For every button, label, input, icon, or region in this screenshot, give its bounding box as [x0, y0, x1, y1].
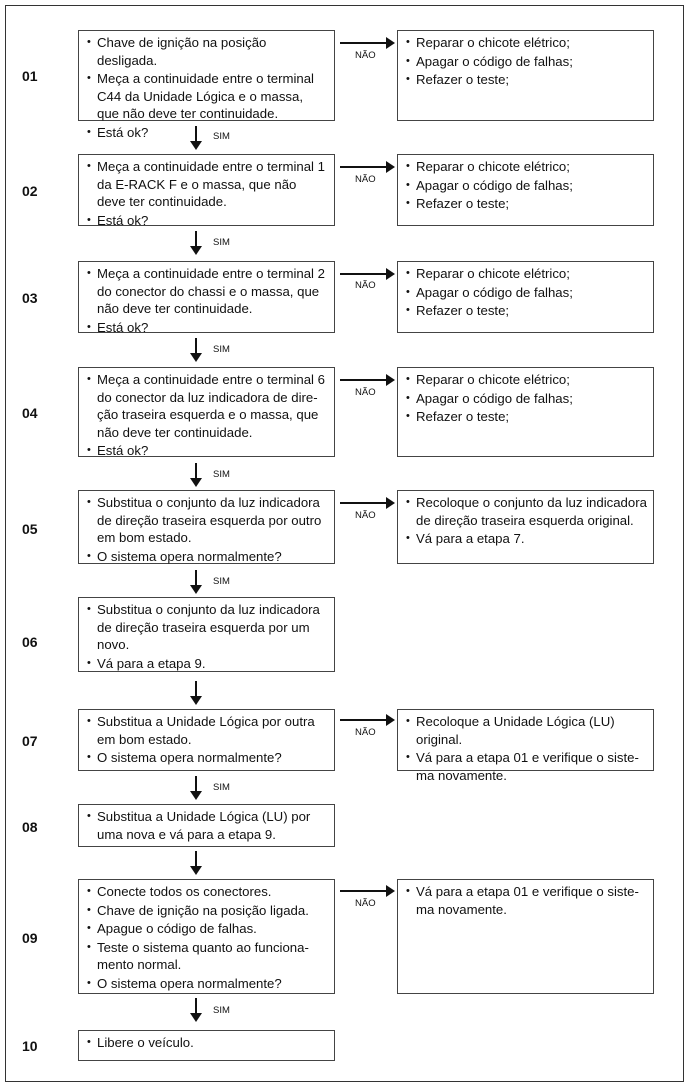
step-06-action: • Substitua o conjunto da luz indicadora de direção traseira esquerda por um novo. — [87, 601, 328, 654]
step-number-10: 10 — [22, 1038, 38, 1054]
yes-arrow-icon — [189, 776, 203, 800]
step-number-07: 07 — [22, 733, 38, 749]
step-number-04: 04 — [22, 405, 38, 421]
no-action: • Recoloque a Unidade Lógica (LU) original. — [406, 713, 647, 748]
step-06-box — [78, 597, 335, 672]
yes-label: SIM — [213, 237, 230, 248]
step-number-09: 09 — [22, 930, 38, 946]
no-action: • Reparar o chicote elétrico; — [406, 371, 647, 389]
yes-label: SIM — [213, 576, 230, 587]
no-action: • Refazer o teste; — [406, 71, 647, 89]
step-05-action: • Substitua o conjunto da luz indicadora de direção traseira esquerda por outro em bom estado. — [87, 494, 328, 547]
no-label: NÃO — [355, 280, 376, 291]
no-label: NÃO — [355, 898, 376, 909]
no-arrow-icon — [340, 374, 396, 386]
no-label: NÃO — [355, 510, 376, 521]
step-06-action: • Vá para a etapa 9. — [87, 655, 328, 673]
no-label: NÃO — [355, 174, 376, 185]
step-02-no-box — [397, 154, 654, 226]
step-09-question: • O sistema opera normalmente? — [87, 975, 328, 993]
step-number-02: 02 — [22, 183, 38, 199]
no-label: NÃO — [355, 50, 376, 61]
no-action: • Apagar o código de falhas; — [406, 284, 647, 302]
step-02-question: • Está ok? — [87, 212, 328, 230]
no-arrow-icon — [340, 268, 396, 280]
step-number-06: 06 — [22, 634, 38, 650]
no-arrow-icon — [340, 161, 396, 173]
step-number-03: 03 — [22, 290, 38, 306]
step-09-action: • Chave de ignição na posição ligada. — [87, 902, 328, 920]
no-action: • Apagar o código de falhas; — [406, 53, 647, 71]
no-label: NÃO — [355, 727, 376, 738]
step-03-box — [78, 261, 335, 333]
no-arrow-icon — [340, 885, 396, 897]
step-03-question: • Está ok? — [87, 319, 328, 337]
step-04-no-box — [397, 367, 654, 457]
yes-label: SIM — [213, 469, 230, 480]
step-08-box — [78, 804, 335, 847]
step-09-box — [78, 879, 335, 994]
no-action: • Reparar o chicote elétrico; — [406, 34, 647, 52]
step-07-action: • Substitua a Unidade Lógica por outra em bom estado. — [87, 713, 328, 748]
yes-label: SIM — [213, 344, 230, 355]
step-10-box — [78, 1030, 335, 1061]
yes-label: SIM — [213, 782, 230, 793]
step-07-box — [78, 709, 335, 771]
no-action: • Vá para a etapa 7. — [406, 530, 647, 548]
step-04-question: • Está ok? — [87, 442, 328, 460]
next-arrow-icon — [189, 851, 203, 875]
no-action: • Reparar o chicote elétrico; — [406, 158, 647, 176]
yes-arrow-icon — [189, 126, 203, 150]
yes-arrow-icon — [189, 463, 203, 487]
no-action: • Vá para a etapa 01 e verifique o siste-ma novamente. — [406, 883, 647, 918]
next-arrow-icon — [189, 681, 203, 705]
no-action: • Refazer o teste; — [406, 408, 647, 426]
yes-arrow-icon — [189, 231, 203, 255]
no-action: • Vá para a etapa 01 e verifique o siste-ma novamente. — [406, 749, 647, 784]
step-05-question: • O sistema opera normalmente? — [87, 548, 328, 566]
step-number-01: 01 — [22, 68, 38, 84]
step-04-action: • Meça a continuidade entre o terminal 6 do conector da luz indicadora de dire-ção traseira esquerda e o massa, que não deve ter continuidade. — [87, 371, 328, 441]
step-01-action: • Meça a continuidade entre o terminal C44 da Unidade Lógica e o massa, que não deve ter continuidade. — [87, 70, 328, 123]
step-08-action: • Substitua a Unidade Lógica (LU) por uma nova e vá para a etapa 9. — [87, 808, 328, 843]
step-03-action: • Meça a continuidade entre o terminal 2 do conector do chassi e o massa, que não deve ter continuidade. — [87, 265, 328, 318]
step-05-box — [78, 490, 335, 564]
step-03-no-box — [397, 261, 654, 333]
step-01-question: • Está ok? — [87, 124, 328, 142]
no-action: • Refazer o teste; — [406, 302, 647, 320]
step-04-box — [78, 367, 335, 457]
no-action: • Reparar o chicote elétrico; — [406, 265, 647, 283]
no-action: • Apagar o código de falhas; — [406, 390, 647, 408]
step-09-action: • Apague o código de falhas. — [87, 920, 328, 938]
yes-arrow-icon — [189, 570, 203, 594]
step-number-08: 08 — [22, 819, 38, 835]
step-02-action: • Meça a continuidade entre o terminal 1 da E-RACK F e o massa, que não deve ter continuidade. — [87, 158, 328, 211]
no-label: NÃO — [355, 387, 376, 398]
no-action: • Recoloque o conjunto da luz indicadora de direção traseira esquerda original. — [406, 494, 647, 529]
step-07-question: • O sistema opera normalmente? — [87, 749, 328, 767]
step-number-05: 05 — [22, 521, 38, 537]
step-09-no-box — [397, 879, 654, 994]
step-09-action: • Conecte todos os conectores. — [87, 883, 328, 901]
step-09-action: • Teste o sistema quanto ao funciona-mento normal. — [87, 939, 328, 974]
step-01-action: • Chave de ignição na posição desligada. — [87, 34, 328, 69]
no-action: • Refazer o teste; — [406, 195, 647, 213]
no-arrow-icon — [340, 37, 396, 49]
step-02-box — [78, 154, 335, 226]
yes-arrow-icon — [189, 338, 203, 362]
step-01-no-box — [397, 30, 654, 121]
yes-label: SIM — [213, 131, 230, 142]
step-07-no-box — [397, 709, 654, 783]
no-action: • Apagar o código de falhas; — [406, 177, 647, 195]
yes-label: SIM — [213, 1005, 230, 1016]
step-10-action: • Libere o veículo. — [87, 1034, 328, 1052]
no-arrow-icon — [340, 714, 396, 726]
no-arrow-icon — [340, 497, 396, 509]
step-05-no-box — [397, 490, 654, 564]
yes-arrow-icon — [189, 998, 203, 1022]
